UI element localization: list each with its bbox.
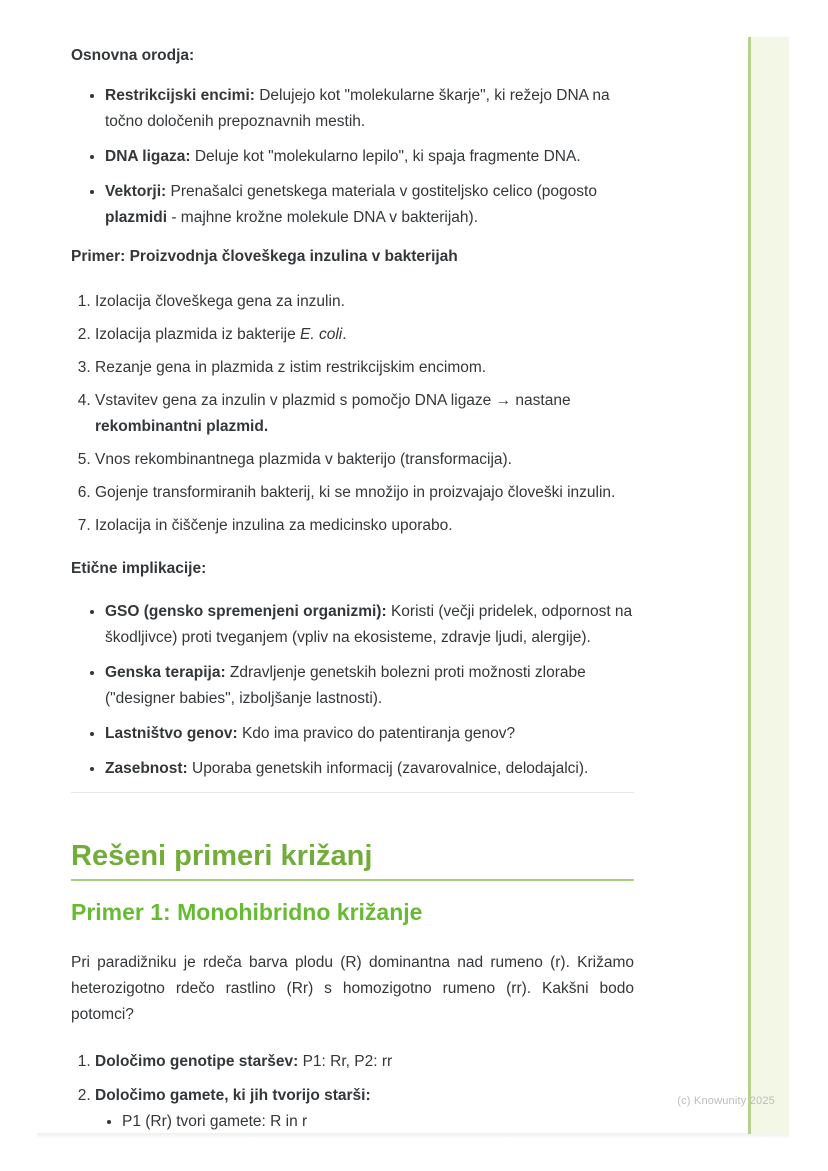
list-item xyxy=(105,721,634,747)
item-text: Rezanje gena in plazmida z istim restrikcijskim encimom. xyxy=(95,359,487,376)
item-text: Izolacija in čiščenje inzulina za medicinsko uporabo. xyxy=(95,517,453,534)
item-text: P1: Rr, P2: rr xyxy=(298,1053,393,1070)
item-lead: Določimo gamete, ki jih tvorijo starši: xyxy=(95,1087,371,1104)
ethics-heading: Etične implikacije: xyxy=(71,560,207,577)
insulin-steps-list xyxy=(71,289,634,539)
ethics-list xyxy=(71,599,634,782)
main-title: Rešeni primeri križanj xyxy=(71,838,634,881)
list-item xyxy=(105,83,634,135)
list-item xyxy=(95,322,634,348)
list-item xyxy=(95,447,634,473)
example-1-title: Primer 1: Monohibridno križanje xyxy=(71,899,423,925)
list-item xyxy=(95,1083,634,1135)
item-text: Uporaba genetskih informacij (zavarovalnice, delodajalci). xyxy=(187,760,589,777)
insulin-heading: Primer: Proizvodnja človeškega inzulina v bakterijah xyxy=(71,248,458,265)
item-lead: Genska terapija: xyxy=(105,664,226,681)
list-item xyxy=(95,388,634,440)
item-text: Vnos rekombinantnega plazmida v bakterijo (transformacija). xyxy=(95,451,512,468)
item-text: Koristi (večji pridelek, odpornost na škodljivce) proti tveganjem (vpliv na ekosisteme, zdravje ljudi, alergije). xyxy=(105,603,633,646)
item-text-bold: rekombinantni plazmid xyxy=(95,418,264,435)
list-item xyxy=(105,756,634,782)
list-item xyxy=(105,179,634,231)
item-text-italic: E. coli xyxy=(300,326,343,343)
page-accent-bar xyxy=(748,37,789,1134)
item-text: P1 (Rr) tvori gamete: R in r xyxy=(122,1113,308,1130)
list-item xyxy=(95,289,634,315)
list-item xyxy=(95,1049,634,1075)
item-lead: DNA ligaza: xyxy=(105,148,191,165)
item-text: Vstavitev gena za inzulin v plazmid s pomočjo DNA ligaze → nastane xyxy=(95,392,571,409)
item-text: Prenašalci genetskega materiala v gostiteljsko celico (pogosto xyxy=(166,183,597,200)
document-content xyxy=(71,0,634,1135)
item-text: . xyxy=(342,326,347,343)
item-lead: Zasebnost: xyxy=(105,760,188,777)
item-text: Izolacija človeškega gena za inzulin. xyxy=(95,293,345,310)
tools-heading: Osnovna orodja: xyxy=(71,47,195,64)
item-lead: Restrikcijski encimi: xyxy=(105,87,255,104)
item-text: Izolacija plazmida iz bakterije xyxy=(95,326,301,343)
solution-steps-list xyxy=(71,1049,634,1135)
item-lead: GSO (gensko spremenjeni organizmi): xyxy=(105,603,387,620)
item-text: Delujejo kot "molekularne škarje", ki režejo DNA na točno določenih prepoznavnih mestih. xyxy=(105,87,610,130)
tools-list xyxy=(71,83,634,231)
list-item xyxy=(105,144,634,170)
list-item xyxy=(105,660,634,712)
list-item xyxy=(95,513,634,539)
item-lead: Lastništvo genov: xyxy=(105,725,238,742)
item-text: Zdravljenje genetskih bolezni proti možnosti zlorabe ("designer babies", izboljšanje lastnosti). xyxy=(105,664,586,707)
item-lead: Vektorji: xyxy=(105,183,167,200)
list-item xyxy=(95,355,634,381)
gametes-list xyxy=(95,1109,634,1135)
example-1-paragraph: Pri paradižniku je rdeča barva plodu (R) dominantna nad rumeno (r). Križamo heterozigotno rdečo rastlino (Rr) s homozigotno rumeno (rr). Kakšni bodo potomci? xyxy=(71,954,634,1023)
watermark: (c) Knowunity 2025 xyxy=(677,1095,775,1107)
item-lead-inline: plazmidi xyxy=(105,209,168,226)
item-text: Kdo ima pravico do patentiranja genov? xyxy=(237,725,516,742)
item-text: Deluje kot "molekularno lepilo", ki spaja fragmente DNA. xyxy=(190,148,581,165)
item-text-bold: . xyxy=(263,418,269,435)
list-item xyxy=(105,599,634,651)
list-item xyxy=(95,480,634,506)
list-item xyxy=(122,1109,634,1135)
item-text: Gojenje transformiranih bakterij, ki se množijo in proizvajajo človeški inzulin. xyxy=(95,484,616,501)
section-divider xyxy=(71,792,634,793)
item-lead: Določimo genotipe staršev: xyxy=(95,1053,299,1070)
item-text: - majhne krožne molekule DNA v bakterijah). xyxy=(167,209,479,226)
